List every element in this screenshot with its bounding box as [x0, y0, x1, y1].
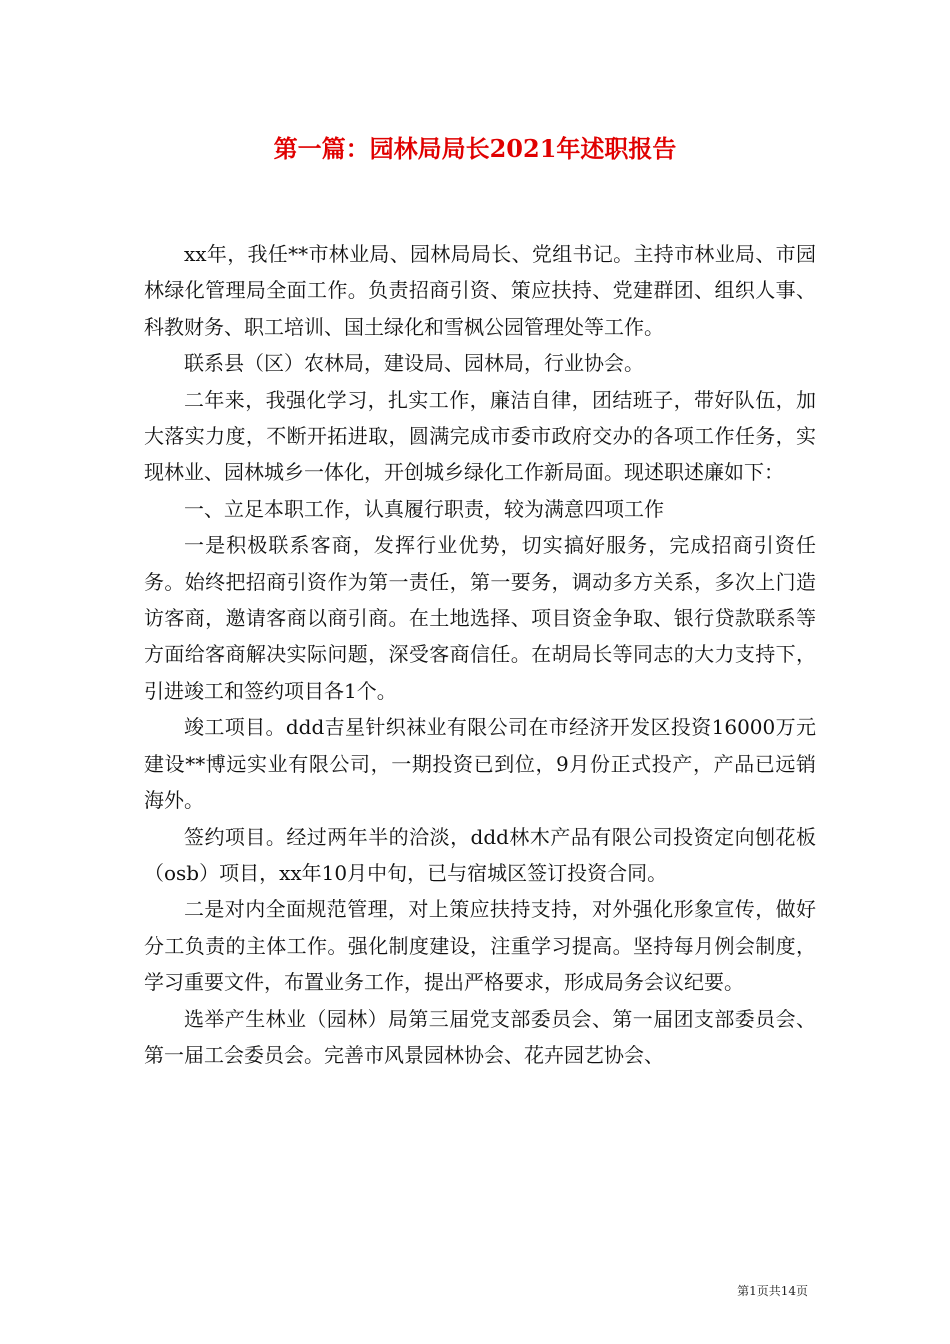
paragraph: 选举产生林业（园林）局第三届党支部委员会、第一届团支部委员会、第一届工会委员会。完善市风景园林协会、花卉园艺协会、: [144, 1006, 816, 1067]
paragraph: 二是对内全面规范管理，对上策应扶持支持，对外强化形象宣传，做好分工负责的主体工作。强化制度建设，注重学习提高。坚持每月例会制度，学习重要文件，布置业务工作，提出严格要求，形成局务会议纪要。: [144, 897, 816, 995]
paragraph: 联系县（区）农林局，建设局、园林局，行业协会。: [184, 351, 644, 376]
paragraph: 二年来，我强化学习，扎实工作，廉洁自律，团结班子，带好队伍，加大落实力度，不断开拓进取，圆满完成市委市政府交办的各项工作任务，实现林业、园林城乡一体化，开创城乡绿化工作新局面。现述职述廉如下：: [144, 387, 816, 485]
paragraph: 签约项目。经过两年半的洽淡，ddd林木产品有限公司投资定向刨花板（osb）项目，xx年10月中旬，已与宿城区签订投资合同。: [144, 824, 816, 885]
paragraph: xx年，我任**市林业局、园林局局长、党组书记。主持市林业局、市园林绿化管理局全面工作。负责招商引资、策应扶持、党建群团、组织人事、科教财务、职工培训、国土绿化和雪枫公园管理处等工作。: [144, 242, 816, 339]
paragraph: 竣工项目。ddd吉星针织袜业有限公司在市经济开发区投资16000万元建设**博远实业有限公司，一期投资已到位，9月份正式投产，产品已远销海外。: [144, 715, 816, 813]
page-number: 第1页共14页: [737, 1284, 808, 1298]
document-body: [144, 236, 816, 1073]
document-title: 第一篇：园林局局长2021年述职报告: [273, 134, 677, 163]
paragraph: 一是积极联系客商，发挥行业优势，切实搞好服务，完成招商引资任务。始终把招商引资作为第一责任，第一要务，调动多方关系，多次上门造访客商，邀请客商以商引商。在土地选择、项目资金争取、银行贷款联系等方面给客商解决实际问题，深受客商信任。在胡局长等同志的大力支持下，引进竣工和签约项目各1个。: [144, 533, 816, 703]
section-heading: 一、立足本职工作，认真履行职责，较为满意四项工作: [184, 496, 664, 521]
